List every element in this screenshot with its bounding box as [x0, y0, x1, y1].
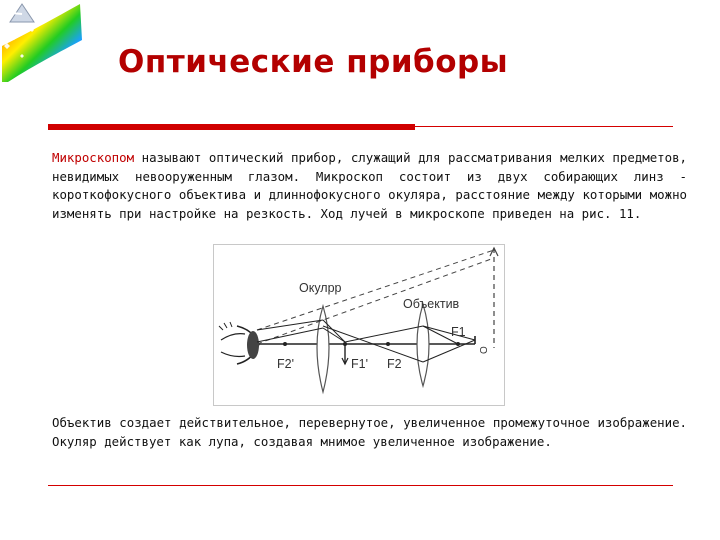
- label-f1prime: F1': [351, 357, 368, 371]
- paragraph-objective-eyepiece: Объектив создает действительное, перевернутое, увеличенное промежуточное изображение. Окуляр действует как лупа, создавая мнимое увеличенное изображение.: [52, 415, 687, 449]
- label-f2prime: F2': [277, 357, 294, 371]
- focus-point-f2prime: [283, 342, 287, 346]
- title-underline-thin: [415, 126, 673, 127]
- label-eyepiece: Окулрр: [299, 281, 342, 295]
- focus-point-f1prime: [343, 342, 347, 346]
- highlight-term-microscope: Микроскопом: [52, 150, 135, 165]
- focus-point-f2: [386, 342, 390, 346]
- page-title: Оптические приборы: [118, 44, 509, 80]
- label-object: O: [479, 346, 490, 354]
- label-objective: Объектив: [403, 297, 460, 311]
- paragraph-microscope-text: называют оптический прибор, служащий для рассматривания мелких предметов, невидимых невооруженным глазом. Микроскоп состоит из двух собирающих линз - короткофокусного объектива и длиннофокусного окуляра, расстояние между которыми можно изменять при настройке на резкость. Ход лучей в микроскопе приведен на рис. 11.: [52, 150, 687, 221]
- paragraph-microscope-definition: [52, 149, 687, 223]
- microscope-ray-diagram: [213, 244, 505, 406]
- bottom-rule: [48, 485, 673, 486]
- title-underline-thick: [48, 124, 415, 130]
- rainbow-prism-logo: [0, 0, 82, 82]
- label-f1: F1: [451, 325, 466, 339]
- focus-point-f1: [456, 342, 460, 346]
- label-f2: F2: [387, 357, 402, 371]
